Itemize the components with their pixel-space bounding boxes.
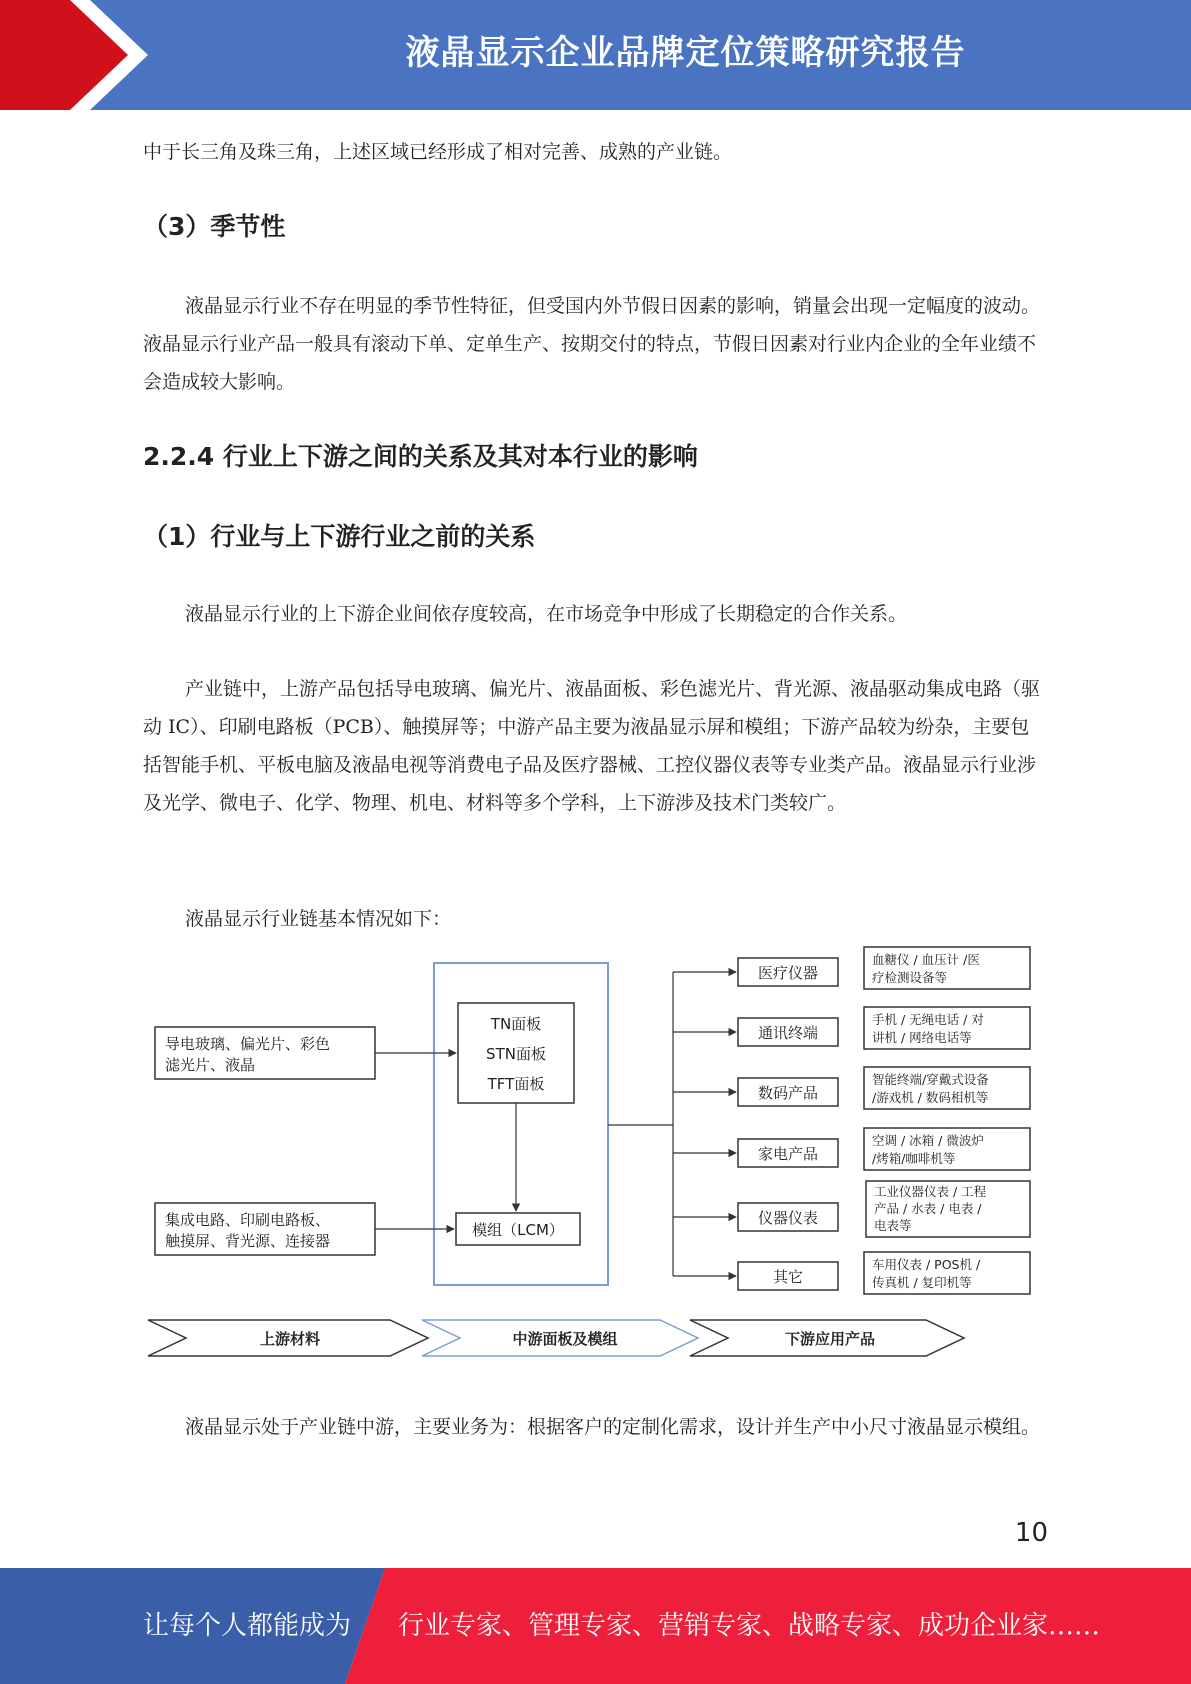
downstream-row-2 (673, 1007, 1030, 1049)
downstream-detail-5a: 工业仪器仪表 / 工程 (874, 1184, 987, 1199)
upstream-box-1-line2: 滤光片、液晶 (165, 1056, 256, 1074)
downstream-detail-2b: 讲机 / 网络电话等 (872, 1030, 972, 1045)
page-footer (0, 1568, 1191, 1684)
downstream-detail-4a: 空调 / 冰箱 / 微波炉 (872, 1133, 984, 1148)
downstream-detail-6b: 传真机 / 复印机等 (872, 1275, 972, 1290)
paragraph-conclusion: 液晶显示处于产业链中游，主要业务为：根据客户的定制化需求，设计并生产中小尺寸液晶显示模组。 (185, 1416, 1041, 1438)
header-title: 液晶显示企业品牌定位策略研究报告 (405, 33, 966, 73)
downstream-row-3 (673, 1067, 1030, 1109)
downstream-detail-3b: /游戏机 / 数码相机等 (872, 1090, 989, 1105)
heading-seasonality: （3）季节性 (143, 212, 286, 241)
downstream-name-2: 通讯终端 (757, 1024, 819, 1042)
section-heading: 2.2.4 行业上下游之间的关系及其对本行业的影响 (143, 442, 698, 471)
upstream-box-2-line2: 触摸屏、背光源、连接器 (165, 1232, 331, 1250)
downstream-name-4: 家电产品 (757, 1145, 819, 1163)
paragraph-dependency: 液晶显示行业的上下游企业间依存度较高，在市场竞争中形成了长期稳定的合作关系。 (185, 603, 908, 625)
header-chevron-logo (0, 0, 160, 110)
stage-upstream (148, 1320, 428, 1356)
page-header (0, 0, 1191, 110)
upstream-box-1-line1: 导电玻璃、偏光片、彩色 (165, 1035, 331, 1053)
stage-upstream-label: 上游材料 (259, 1330, 321, 1348)
downstream-detail-6a: 车用仪表 / POS机 / (872, 1257, 981, 1272)
footer-slogan-right: 行业专家、管理专家、营销专家、战略专家、成功企业家…… (398, 1611, 1101, 1641)
downstream-detail-1a: 血糖仪 / 血压计 /医 (872, 952, 980, 967)
heading-relation: （1）行业与上下游行业之前的关系 (143, 522, 536, 551)
panel-tft: TFT面板 (487, 1075, 545, 1093)
downstream-row-5 (673, 1181, 1030, 1237)
paragraph-seasonality: 液晶显示行业不存在明显的季节性特征，但受国内外节假日因素的影响，销量会出现一定幅度的波动。液晶显示行业产品一般具有滚动下单、定单生产、按期交付的特点，节假日因素对行业内企业的全年业绩不会造成较大影响。 (143, 295, 1041, 393)
panel-box (458, 1003, 574, 1103)
paragraph-chain: 产业链中，上游产品包括导电玻璃、偏光片、液晶面板、彩色滤光片、背光源、液晶驱动集成电路（驱动 IC）、印刷电路板（PCB）、触摸屏等；中游产品主要为液晶显示屏和模组；下游产品较为纷杂，主要包括智能手机、平板电脑及液晶电视等消费电子品及医疗器械、工控仪器仪表等专业类产品。液晶显示行业涉及光学、微电子、化学、物理、机电、材料等多个学科，上下游涉及技术门类较广。 (143, 678, 1041, 814)
downstream-name-6: 其它 (772, 1268, 804, 1286)
page-number: 10 (1014, 1518, 1048, 1548)
stage-downstream (690, 1320, 964, 1356)
panel-stn: STN面板 (486, 1045, 546, 1063)
downstream-detail-5c: 电表等 (874, 1218, 912, 1233)
downstream-name-1: 医疗仪器 (757, 964, 819, 982)
module-label: 模组（LCM） (472, 1221, 564, 1239)
downstream-detail-3a: 智能终端/穿戴式设备 (872, 1072, 989, 1087)
stage-midstream (422, 1320, 698, 1356)
stage-downstream-label: 下游应用产品 (784, 1330, 876, 1348)
downstream-detail-2a: 手机 / 无绳电话 / 对 (872, 1012, 984, 1027)
paragraph-diagram-intro: 液晶显示行业链基本情况如下： (185, 908, 452, 930)
upstream-box-2 (155, 1203, 375, 1255)
industry-chain-diagram (140, 945, 1040, 1365)
panel-tn: TN面板 (490, 1015, 542, 1033)
footer-slogan-left: 让每个人都能成为 (143, 1611, 352, 1641)
module-box (456, 1213, 580, 1245)
paragraph-intro: 中于长三角及珠三角，上述区域已经形成了相对完善、成熟的产业链。 (143, 141, 733, 163)
downstream-row-6 (673, 1252, 1030, 1294)
downstream-detail-4b: /烤箱/咖啡机等 (872, 1151, 956, 1166)
downstream-detail-5b: 产品 / 水表 / 电表 / (874, 1201, 982, 1216)
downstream-detail-1b: 疗检测设备等 (872, 970, 948, 985)
upstream-box-1 (155, 1027, 375, 1079)
downstream-row-4 (673, 1128, 1030, 1170)
downstream-row-1 (673, 947, 1030, 989)
upstream-box-2-line1: 集成电路、印刷电路板、 (165, 1211, 331, 1229)
stage-midstream-label: 中游面板及模组 (512, 1330, 618, 1348)
downstream-name-5: 仪器仪表 (757, 1209, 819, 1227)
downstream-name-3: 数码产品 (757, 1084, 819, 1102)
